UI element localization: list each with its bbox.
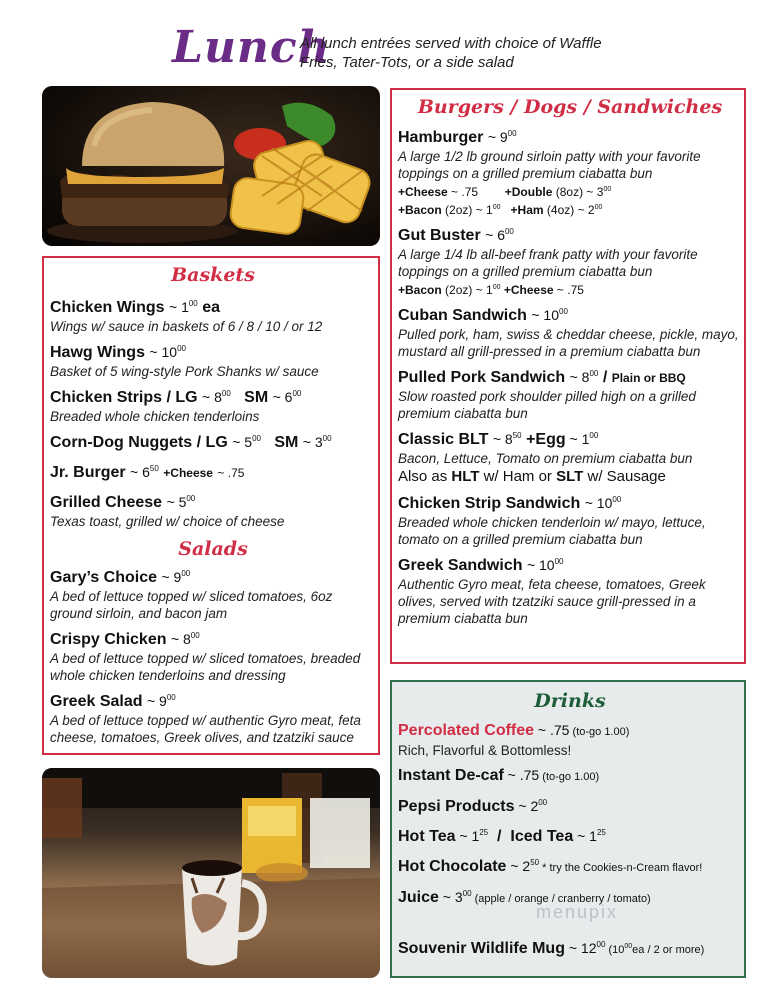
addon-price: (2oz) ~ 1 [441, 203, 493, 217]
drink-price: ~ 3 [438, 889, 463, 905]
menu-item [50, 688, 376, 746]
addon-price: (4oz) ~ 2 [543, 203, 595, 217]
item-price: ~ 6 [272, 389, 293, 405]
item-name: Corn-Dog Nuggets [50, 434, 193, 451]
menu-item [50, 429, 376, 453]
drink-note: ea / 2 or more) [632, 944, 705, 956]
addon-label: +Cheese [398, 185, 448, 199]
item-desc: Texas toast, grilled w/ choice of cheese [50, 514, 285, 529]
addon-label: +Bacon [398, 203, 442, 217]
item-desc: Pulled pork, ham, swiss & cheddar cheese, pickle, mayo, mustard all grill-pressed in a premium ciabatta bun [398, 327, 739, 359]
item-price: ~ 10 [584, 495, 613, 511]
variant-text: w/ Ham or [479, 468, 557, 485]
price-cents: 00 [181, 569, 191, 578]
baskets-title: Baskets [171, 264, 255, 286]
price-cents: 00 [538, 798, 548, 807]
addon-row [398, 182, 742, 200]
price-suffix: ea [197, 299, 221, 316]
addon-price: ~ 1 [565, 431, 590, 447]
item-desc: Basket of 5 wing-style Pork Shanks w/ sauce [50, 364, 319, 379]
item-name: Crispy Chicken [50, 631, 167, 648]
addon-label: +Ham [510, 203, 544, 217]
price-cents: 50 [512, 431, 522, 440]
price-cents: 50 [149, 464, 159, 473]
variant-text: w/ Sausage [583, 468, 666, 485]
item-name: Chicken Strips [50, 389, 163, 406]
item-name: Chicken Wings [50, 299, 165, 316]
drink-item [398, 720, 742, 759]
price-cents: 00 [589, 369, 599, 378]
size-lg: / LG [166, 389, 198, 406]
menu-item [398, 302, 742, 360]
addon-price: (2oz) ~ 1 [441, 283, 493, 297]
addon-price: ~ .75 [447, 185, 479, 199]
price-cents: 00 [462, 889, 472, 898]
price-cents: 25 [596, 828, 606, 837]
menu-item [50, 294, 376, 335]
price-cents: 00 [594, 204, 603, 211]
item-desc: A large 1/4 lb all-beef frank patty with your favorite toppings on a grilled premium ciabatta bun [398, 247, 698, 279]
addon-price: ~ .75 [553, 283, 584, 297]
price-cents: 00 [177, 344, 186, 353]
size-sm: SM [274, 434, 299, 451]
menu-item [50, 459, 376, 483]
price-cents: 00 [190, 631, 200, 640]
item-name: Grilled Cheese [50, 494, 163, 511]
item-price: ~ 8 [492, 431, 513, 447]
burger-illustration [42, 86, 380, 246]
item-price: ~ 8 [170, 631, 191, 647]
item-price: ~ 8 [202, 389, 222, 405]
item-price: ~ 6 [485, 227, 505, 243]
drink-price: ~ .75 [534, 722, 570, 738]
menu-item [398, 222, 742, 298]
price-cents: 00 [554, 557, 564, 566]
menu-item [398, 490, 742, 548]
drink-note: (10 [605, 944, 625, 956]
item-price: ~ 5 [232, 434, 253, 450]
drink-name: Iced Tea [510, 828, 574, 845]
item-price: ~ 10 [149, 344, 178, 360]
price-cents: 00 [504, 227, 514, 236]
item-price: ~ 3 [302, 434, 323, 450]
item-name: Hawg Wings [50, 344, 145, 361]
item-price: ~ 1 [169, 299, 189, 315]
item-price: ~ 6 [130, 464, 150, 480]
drink-note: (to-go 1.00) [569, 726, 630, 738]
suffix-sep: / [598, 369, 612, 386]
price-cents: 00 [166, 693, 176, 702]
size-sm: SM [244, 389, 269, 406]
menu-item [50, 489, 376, 530]
item-price: ~ 10 [531, 307, 559, 323]
menu-item [50, 564, 376, 622]
item-name: Gary’s Choice [50, 569, 158, 586]
price-cents: 00 [221, 389, 231, 398]
item-price: ~ 9 [161, 569, 182, 585]
price-cents: 00 [322, 434, 332, 443]
addon-price: ~ .75 [217, 466, 245, 480]
drinks-title: Drinks [534, 690, 606, 712]
drink-price: ~ .75 [503, 767, 540, 783]
item-name: Chicken Strip Sandwich [398, 495, 581, 512]
drink-note: * try the Cookies-n-Cream flavor! [539, 862, 703, 874]
price-cents: 00 [252, 434, 261, 443]
item-name: Classic BLT [398, 431, 489, 448]
addon-row [398, 280, 742, 298]
item-options: Plain or BBQ [611, 371, 686, 385]
menu-item [50, 384, 376, 425]
addon-label: +Bacon [398, 283, 442, 297]
menu-item [50, 339, 376, 380]
item-name: Pulled Pork Sandwich [398, 369, 566, 386]
item-name: Jr. Burger [50, 464, 126, 481]
drink-name: Instant De-caf [398, 767, 504, 784]
item-variants [398, 467, 742, 486]
drink-desc: Rich, Flavorful & Bottomless! [398, 743, 572, 758]
menu-item [398, 552, 742, 627]
drink-item [398, 793, 742, 817]
drink-name: Souvenir Wildlife Mug [398, 940, 565, 957]
item-desc: A bed of lettuce topped w/ sliced tomatoes, breaded whole chicken tenderloins and dressing [50, 651, 361, 683]
variant-name: SLT [556, 468, 584, 485]
drink-item [398, 853, 742, 878]
menu-item [398, 364, 742, 422]
drink-item [398, 935, 742, 960]
price-cents: 00 [186, 494, 196, 503]
drink-note: (apple / orange / cranberry / tomato) [471, 893, 651, 905]
drink-item [398, 765, 742, 787]
price-cents: 00 [589, 431, 599, 440]
item-price: ~ 8 [569, 369, 590, 385]
size-lg: / LG [196, 434, 228, 451]
item-price: ~ 9 [146, 693, 167, 709]
watermark: menupix [536, 902, 619, 922]
variant-text: Also as [398, 468, 452, 485]
item-desc: Bacon, Lettuce, Tomato on premium ciabatta bun [398, 451, 693, 466]
item-name: Greek Salad [50, 693, 143, 710]
price-cents: 50 [530, 858, 540, 867]
price-cents: 00 [492, 204, 501, 211]
item-name: Hamburger [398, 129, 484, 146]
item-desc: A bed of lettuce topped w/ authentic Gyro meat, feta cheese, tomatoes, Greek olives, and tzatziki sauce [50, 713, 361, 745]
addon-label: +Cheese [503, 283, 554, 297]
drink-price: ~ 2 [506, 858, 531, 874]
item-desc: Breaded whole chicken tenderloin w/ mayo, lettuce, tomato on a grilled premium ciabatta bun [398, 515, 706, 547]
drink-name: Juice [398, 889, 439, 906]
price-cents: 00 [188, 299, 198, 308]
drink-name: Hot Tea [398, 828, 456, 845]
price-cents: 00 [603, 186, 612, 193]
burgers-section [398, 96, 742, 631]
price-cents: 00 [292, 389, 302, 398]
menu-item [50, 626, 376, 684]
item-desc: Wings w/ sauce in baskets of 6 / 8 / 10 / or 12 [50, 319, 323, 334]
drink-price: ~ 2 [514, 798, 539, 814]
drink-price: ~ 1 [573, 828, 597, 844]
item-name: Gut Buster [398, 227, 481, 244]
menu-item [398, 426, 742, 486]
item-desc: Slow roasted pork shoulder pilled high on a grilled premium ciabatta bun [398, 389, 696, 421]
item-desc: A bed of lettuce topped w/ sliced tomatoes, 6oz ground sirloin, and bacon jam [50, 589, 333, 621]
burger-photo [42, 86, 380, 246]
drink-price: ~ 1 [455, 828, 480, 844]
price-cents: 00 [596, 940, 606, 949]
price-cents: 00 [492, 284, 501, 291]
item-name: Greek Sandwich [398, 557, 523, 574]
variant-name: HLT [451, 468, 480, 485]
drink-name: Percolated Coffee [398, 722, 535, 739]
coffee-illustration [42, 768, 380, 978]
burgers-title: Burgers / Dogs / Sandwiches [417, 96, 723, 118]
item-name: Cuban Sandwich [398, 307, 527, 324]
addon-row [398, 200, 742, 218]
addon-label: +Double [504, 185, 553, 199]
item-desc: Breaded whole chicken tenderloins [50, 409, 260, 424]
drink-item: Hot Tea ~ $1^{25}$ / Iced Tea ~ $1^{25}$ [398, 828, 606, 845]
drinks-section [398, 690, 742, 966]
item-desc: A large 1/2 lb ground sirloin patty with your favorite toppings on a grilled premium ciabatta bun [398, 149, 701, 181]
baskets-section [50, 264, 376, 750]
addon-label: +Egg [521, 431, 566, 448]
price-cents: 00 [624, 943, 633, 950]
page-title: Lunch [172, 22, 331, 73]
menu-item [398, 124, 742, 218]
price-cents: 00 [612, 495, 622, 504]
price-cents: 00 [507, 129, 517, 138]
price-cents: 25 [479, 828, 489, 837]
addon-price: (8oz) ~ 3 [552, 185, 604, 199]
drink-name: Pepsi Products [398, 798, 515, 815]
salads-title: Salads [178, 538, 248, 560]
addon-label: +Cheese [163, 466, 213, 480]
coffee-photo [42, 768, 380, 978]
drink-name: Hot Chocolate [398, 858, 507, 875]
item-price: ~ 9 [487, 129, 508, 145]
drink-price: ~ 12 [564, 940, 597, 956]
item-price: ~ 10 [526, 557, 555, 573]
item-price: ~ 5 [166, 494, 187, 510]
price-cents: 00 [559, 307, 568, 316]
drink-note: (to-go 1.00) [539, 771, 600, 783]
item-desc: Authentic Gyro meat, feta cheese, tomatoes, Greek olives, served with tzatziki sauce grill-pressed in a premium ciabatta bun [398, 577, 706, 626]
lunch-note: All lunch entrées served with choice of Waffle Fries, Tater-Tots, or a side salad [300, 35, 602, 71]
